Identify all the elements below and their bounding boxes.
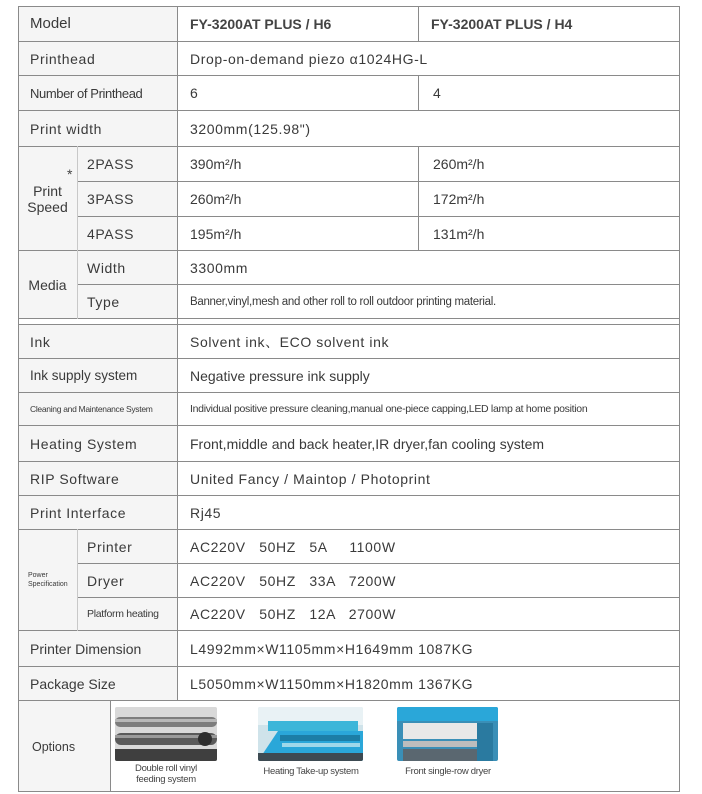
power-label-2: Specification	[28, 581, 68, 588]
power-label	[18, 530, 77, 630]
model-h4: FY-3200AT PLUS / H4	[431, 15, 573, 32]
speed-h4-3: 131m²/h	[433, 225, 485, 242]
power-platform-label: Platform heating	[78, 598, 177, 630]
print-speed-label-1: Print	[33, 182, 62, 199]
sep-14	[18, 666, 680, 667]
speed-h6-2: 260m²/h	[190, 191, 242, 207]
sep-15	[18, 700, 680, 701]
sep-speed-1	[77, 181, 680, 182]
sep-media-1	[77, 284, 680, 285]
model-h6: FY-3200AT PLUS / H6	[190, 15, 332, 32]
border-top	[18, 6, 680, 7]
media-label: Media	[18, 251, 77, 318]
rip-value: United Fancy / Maintop / Photoprint	[190, 470, 431, 487]
speed-h4-2: 172m²/h	[433, 191, 485, 207]
option-double-roll-caption-1: Double roll vinyl	[135, 763, 197, 774]
sep-power-2	[77, 597, 680, 598]
sep-speed-2	[77, 216, 680, 217]
vsep-model	[418, 6, 419, 42]
print-speed-label	[18, 147, 77, 250]
sep-2	[18, 75, 680, 76]
power-dryer-value: AC220V 50HZ 33A 7200W	[190, 572, 397, 589]
sep-8	[18, 392, 680, 393]
vsep-num	[418, 75, 419, 111]
media-type-label: Type	[78, 285, 177, 318]
package-value: L5050mm×W1150mm×H1820mm 1367KG	[190, 675, 474, 692]
border-left	[18, 6, 19, 792]
sep-4	[18, 146, 680, 147]
option-double-roll-image	[115, 707, 217, 761]
vsep-media-group	[77, 250, 78, 319]
ink-supply-label: Ink supply system	[18, 359, 177, 392]
power-platform-value: AC220V 50HZ 12A 2700W	[190, 606, 397, 622]
vsep-speed	[418, 146, 419, 251]
vsep-speed-group	[77, 146, 78, 251]
sep-10	[18, 461, 680, 462]
print-speed-asterisk: *	[67, 166, 73, 182]
cleaning-value: Individual positive pressure cleaning,manual one-piece capping,LED lamp at home position	[190, 403, 588, 415]
speed-h6-1: 390m²/h	[190, 156, 242, 172]
rip-label: RIP Software	[18, 462, 177, 495]
speed-h6-3: 195m²/h	[190, 225, 242, 242]
spec-table	[18, 6, 680, 792]
option-front-dryer-caption: Front single-row dryer	[405, 766, 491, 777]
option-heating-takeup-image	[258, 707, 363, 761]
print-width-label: Print width	[18, 111, 177, 146]
sep-9	[18, 425, 680, 426]
vsep-options	[110, 700, 111, 792]
power-printer-value: AC220V 50HZ 5A 1100W	[190, 538, 396, 555]
interface-value: Rj45	[190, 504, 222, 521]
print-speed-label-2: Speed	[27, 198, 68, 215]
sep-6b	[18, 324, 680, 325]
heating-takeup-icon	[258, 707, 363, 761]
num-printhead-label: Number of Printhead	[18, 76, 177, 110]
options-label: Options	[18, 701, 110, 792]
front-dryer-icon	[397, 707, 498, 761]
vsep-power-group	[77, 529, 78, 631]
num-printhead-h6: 6	[190, 85, 198, 101]
sep-6	[18, 318, 680, 319]
sep-7	[18, 358, 680, 359]
printhead-value: Drop-on-demand piezo α1024HG-L	[190, 50, 428, 67]
sep-power-1	[77, 563, 680, 564]
border-right	[679, 6, 680, 792]
speed-pass-1: 2PASS	[78, 147, 177, 181]
print-width-value: 3200mm(125.98")	[190, 120, 311, 137]
speed-h4-1: 260m²/h	[433, 156, 485, 172]
cleaning-label: Cleaning and Maintenance System	[18, 393, 177, 425]
num-printhead-h4: 4	[433, 85, 441, 101]
sep-12	[18, 529, 680, 530]
package-label: Package Size	[18, 667, 177, 700]
ink-label: Ink	[18, 325, 177, 358]
model-label: Model	[18, 6, 177, 41]
interface-label: Print Interface	[18, 496, 177, 529]
dimension-label: Printer Dimension	[18, 631, 177, 666]
ink-value: Solvent ink、ECO solvent ink	[190, 333, 390, 350]
vsep-label	[177, 6, 178, 701]
speed-pass-3: 4PASS	[78, 217, 177, 250]
option-double-roll-caption	[110, 763, 222, 785]
media-width-label: Width	[78, 251, 177, 284]
dimension-value: L4992mm×W1105mm×H1649mm 1087KG	[190, 640, 474, 657]
sep-13	[18, 630, 680, 631]
sep-3	[18, 110, 680, 111]
option-double-roll-caption-2: feeding system	[136, 774, 196, 785]
ink-supply-value: Negative pressure ink supply	[190, 367, 370, 384]
heating-value: Front,middle and back heater,IR dryer,fan cooling system	[190, 435, 545, 452]
border-bottom	[18, 791, 680, 792]
speed-pass-2: 3PASS	[78, 182, 177, 216]
power-dryer-label: Dryer	[78, 564, 177, 597]
media-type-value: Banner,vinyl,mesh and other roll to roll outdoor printing material.	[190, 295, 496, 308]
sep-5	[18, 250, 680, 251]
double-roll-icon	[115, 707, 217, 761]
heating-label: Heating System	[18, 426, 177, 461]
sep-11	[18, 495, 680, 496]
option-heating-takeup-caption: Heating Take-up system	[263, 766, 359, 777]
sep-1	[18, 41, 680, 42]
media-width-value: 3300mm	[190, 259, 249, 276]
printhead-label: Printhead	[18, 42, 177, 75]
power-printer-label: Printer	[78, 530, 177, 563]
option-front-dryer-image	[397, 707, 498, 761]
power-label-1: Power	[28, 572, 48, 579]
